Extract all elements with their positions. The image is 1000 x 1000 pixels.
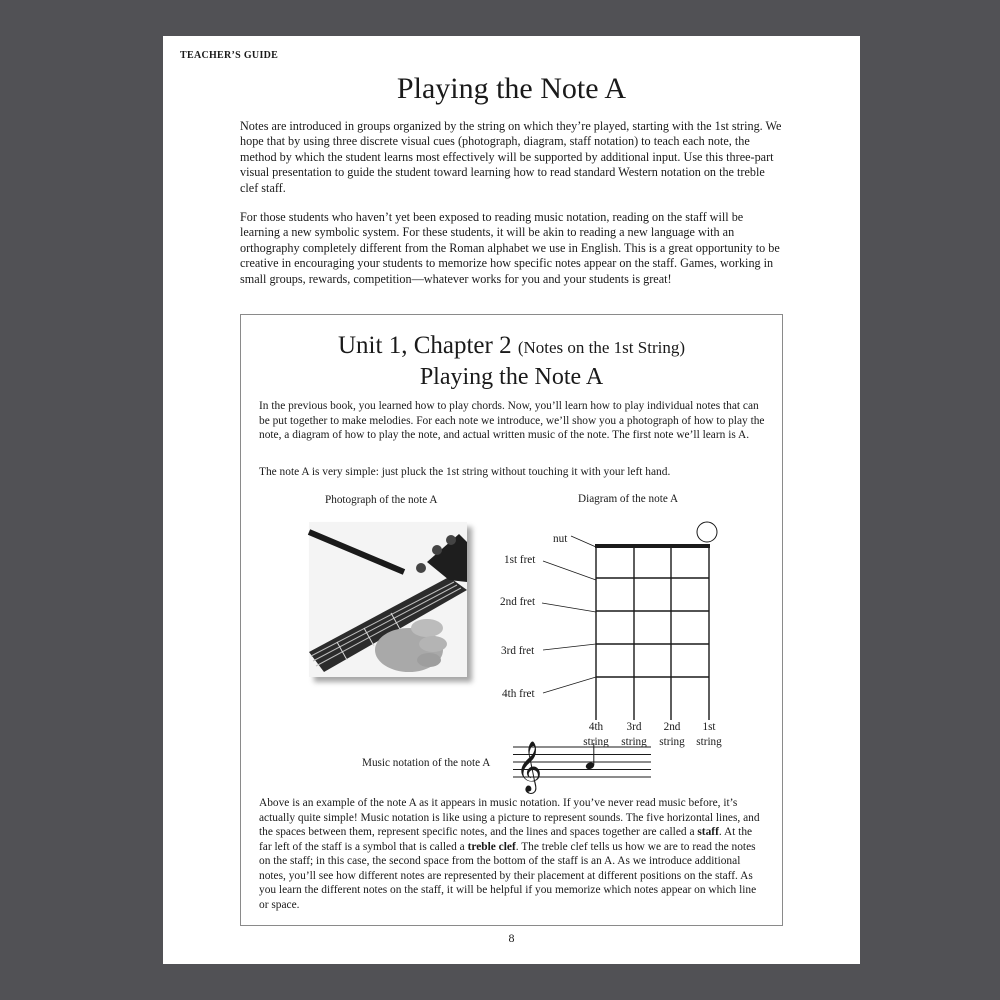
photo-guitar-neck — [309, 522, 467, 677]
book-page — [163, 36, 860, 964]
fret-leader-2 — [542, 603, 596, 612]
excerpt-paragraph-3 — [259, 796, 765, 912]
string-label-3-bottom: string — [621, 736, 647, 748]
fretboard-diagram — [479, 490, 739, 748]
final-text-1: Above is an example of the note A as it appears in music notation. If you’ve never read music before, it’s actually quite simple! Music notation is like using a picture to represent sounds. The five horizontal lines, and the spaces between them, represent specific notes, and the lines and spaces together are called a — [259, 797, 760, 838]
notation-caption: Music notation of the note A — [362, 757, 491, 769]
guitar-photo-illustration — [309, 522, 467, 677]
student-book-excerpt — [240, 314, 783, 926]
string-label-1-top: 1st — [702, 721, 716, 733]
string-label-2-bottom: string — [659, 736, 685, 748]
unit-heading — [241, 331, 782, 363]
running-head: TEACHER’S GUIDE — [180, 50, 279, 61]
page-number: 8 — [508, 931, 515, 945]
fret-label-1: 1st fret — [504, 554, 536, 566]
fret-leader-4 — [543, 677, 596, 693]
term-treble-clef: treble clef — [467, 840, 516, 853]
unit-chapter: Unit 1, Chapter 2 — [338, 332, 512, 359]
nut-label: nut — [553, 533, 568, 545]
photo-caption: Photograph of the note A — [325, 494, 438, 506]
string-label-4-top: 4th — [588, 721, 604, 733]
final-text-3: . The treble clef tells us how we are to read the notes on the staff; in this case, the second space from the bottom of the staff is an A. As we introduce additional notes, you’ll see how different notes are represented by their placement at different positions on the staff. As you learn the different notes on the staff, it will be helpful if you memorize which notes appear on which line or space. — [259, 840, 757, 911]
final-text-2: . At the far left of the staff is a symbol that is called a — [259, 826, 753, 853]
intro-paragraph-1: Notes are introduced in groups organized by the string on which they’re played, starting with the 1st string. We hope that by using three discrete visual cues (photograph, diagram, staff notation) to teach each note, the method by which the student learns most effectively will be supported by additional input. Use this three-part visual presentation to guide the student toward learning how to read standard Western notation on the treble clef staff. — [240, 119, 782, 195]
fret-label-2: 2nd fret — [500, 596, 536, 608]
fret-label-4: 4th fret — [502, 688, 535, 700]
open-string-circle-icon — [697, 522, 717, 542]
term-staff: staff — [697, 826, 719, 838]
fret-leader-1 — [543, 561, 596, 580]
unit-subtitle: (Notes on the 1st String) — [517, 338, 685, 357]
excerpt-paragraph-2: The note A is very simple: just pluck the 1st string without touching it with your left hand. — [259, 466, 671, 478]
fret-label-3: 3rd fret — [501, 645, 535, 657]
intro-paragraph-2: For those students who haven’t yet been exposed to reading music notation, reading on the staff will be learning a new symbolic system. For these students, it will be akin to reading a new language with an orthography completely different from the Roman alphabet we use in English. This is a great opportunity to be creative in encouraging your students to memorize how specific notes appear on the staff. Games, working in small groups, rewards, competition—whatever works for you and your students is great! — [240, 210, 780, 286]
string-label-1-bottom: string — [696, 736, 722, 748]
diagram-caption: Diagram of the note A — [578, 493, 679, 505]
string-label-4-bottom: string — [583, 736, 609, 748]
string-label-2-top: 2nd — [663, 721, 681, 733]
excerpt-paragraph-1: In the previous book, you learned how to play chords. Now, you’ll learn how to play individual notes that can be put together to make melodies. For each note we introduce, we’ll show you a photograph of how to play the note, a diagram of how to play the note, and actual written music of the note. The first note we’ll learn is A. — [259, 400, 765, 441]
fret-leader-3 — [543, 644, 596, 650]
treble-clef-icon: 𝄞 — [516, 741, 543, 792]
string-label-3-top: 3rd — [626, 721, 642, 733]
page-title: Playing the Note A — [396, 72, 627, 105]
nut-leader — [571, 536, 596, 547]
excerpt-title: Playing the Note A — [419, 364, 604, 390]
music-staff — [511, 735, 656, 791]
nut-bar — [595, 544, 710, 548]
